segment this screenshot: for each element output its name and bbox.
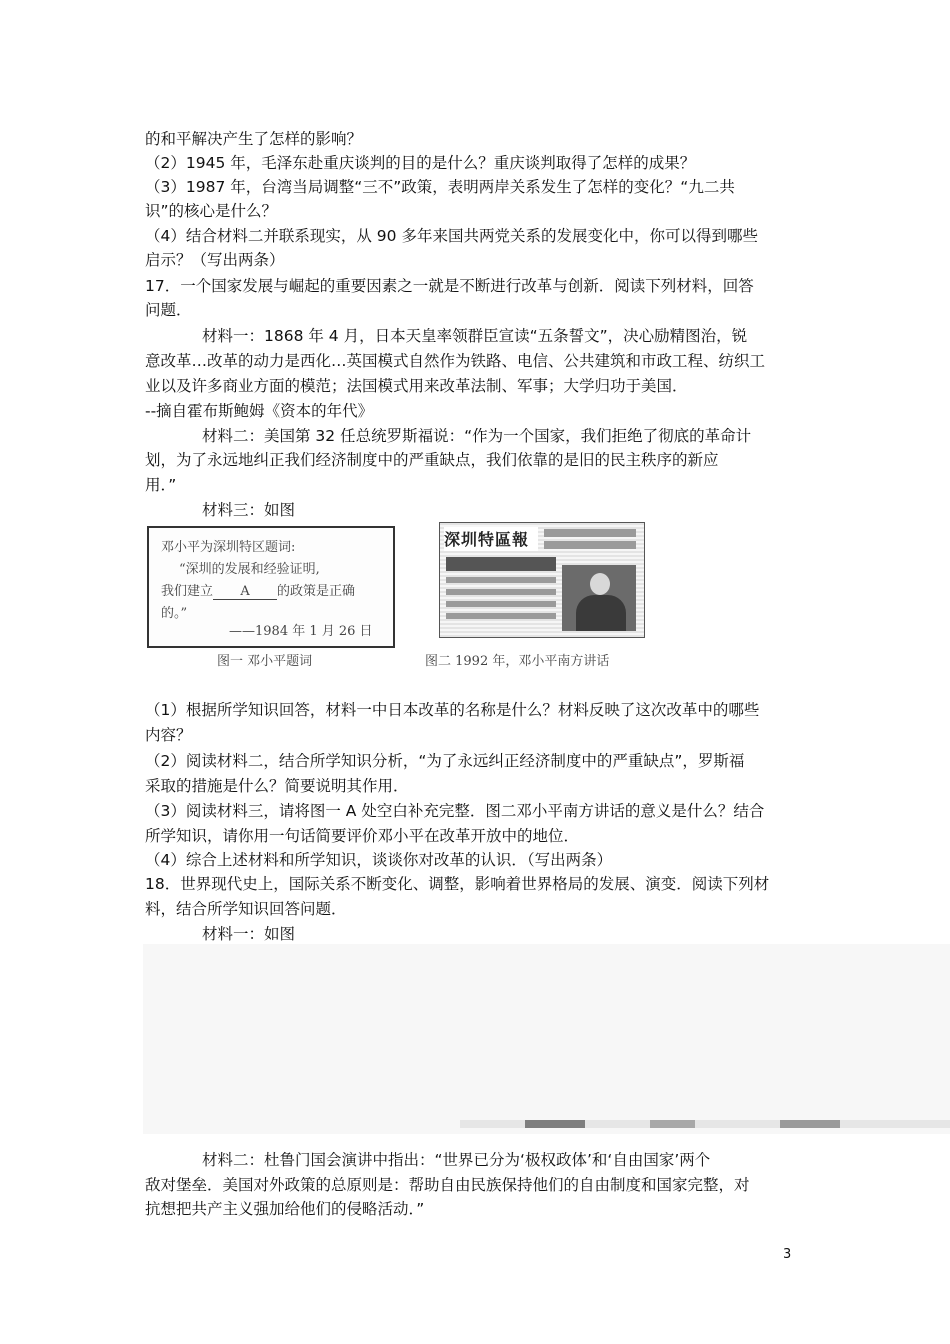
text-line: 的和平解决产生了怎样的影响？ (145, 130, 363, 148)
headline-block (544, 541, 636, 549)
sub-question-1: （1）根据所学知识回答，材料一中日本改革的名称是什么？材料反映了这次改革中的哪些 (145, 701, 760, 719)
text-line: 业以及许多商业方面的模范；法国模式用来改革法制、军事；大学归功于美国． (145, 377, 688, 395)
text-line: 识”的核心是什么？ (145, 202, 278, 220)
image-strip (780, 1120, 840, 1128)
photo-portrait-head (590, 573, 610, 595)
sub-question-2: （2）阅读材料二，结合所学知识分析，“为了永远纠正经济制度中的严重缺点”，罗斯福 (145, 752, 745, 770)
text-line: 划，为了永远地纠正我们经济制度中的严重缺点，我们依靠的是旧的民主秩序的新应 (145, 451, 719, 469)
blank-a: A (213, 584, 277, 600)
sub-question-3: （3）阅读材料三，请将图一 A 处空白补充完整．图二邓小平南方讲话的意义是什么？结合 (145, 802, 765, 820)
text-line: 内容？ (145, 726, 192, 744)
text-line: 所学知识，请你用一句话简要评价邓小平在改革开放中的地位． (145, 827, 580, 845)
inscription-date: ——1984 年 1 月 26 日 (229, 624, 373, 639)
image-strip (650, 1120, 695, 1128)
figure-two-caption: 图二 1992 年，邓小平南方讲话 (425, 654, 610, 669)
text-column (446, 577, 556, 583)
text-line: （3）1987 年，台湾当局调整“三不”政策，表明两岸关系发生了怎样的变化？“九二共 (145, 178, 735, 196)
question-18: 18．世界现代史上，国际关系不断变化、调整，影响着世界格局的发展、演变．阅读下列材 (145, 875, 770, 893)
inscription-text: 的政策是正确 (277, 584, 356, 599)
figure-one-inscription (147, 526, 395, 648)
text-line: （4）结合材料二并联系现实，从 90 多年来国共两党关系的发展变化中，你可以得到哪些 (145, 227, 758, 245)
material-two-18: 材料二：杜鲁门国会演讲中指出：“世界已分为‘极权政体’和‘自由国家’两个 (202, 1151, 711, 1169)
question-17: 17．一个国家发展与崛起的重要因素之一就是不断进行改革与创新．阅读下列材料，回答 (145, 277, 754, 295)
headline-block (544, 529, 636, 537)
figure-two-newspaper (439, 522, 645, 638)
material-one-18: 材料一：如图 (202, 925, 296, 943)
material-one: 材料一：1868 年 4 月，日本天皇率领群臣宣读“五条誓文”，决心励精图治，锐 (202, 327, 748, 345)
page-number: 3 (783, 1247, 792, 1262)
text-line: 敌对堡垒．美国对外政策的总原则是：帮助自由民族保持他们的自由制度和国家完整，对 (145, 1176, 750, 1194)
source-citation: --摘自霍布斯鲍姆《资本的年代》 (145, 402, 374, 420)
inscription-line: “深圳的发展和经验证明, (179, 562, 320, 577)
text-line: 问题． (145, 301, 192, 319)
headline-block (446, 557, 556, 571)
photo-portrait-body (576, 595, 626, 631)
newspaper-masthead: 深圳特區報 (444, 527, 538, 551)
newspaper-photo (562, 565, 636, 631)
text-line: 启示？（写出两条） (145, 251, 285, 269)
text-line: 料，结合所学知识回答问题． (145, 900, 347, 918)
figure-row (145, 520, 645, 672)
inscription-line: 邓小平为深圳特区题词: (161, 540, 296, 555)
text-line: 意改革…改革的动力是西化…英国模式自然作为铁路、电信、公共建筑和市政工程、纺织工 (145, 352, 766, 370)
material-three: 材料三：如图 (202, 501, 296, 519)
sub-question-4: （4）综合上述材料和所学知识，谈谈你对改革的认识．（写出两条） (145, 851, 613, 869)
figure-one-caption: 图一 邓小平题词 (217, 654, 313, 669)
text-column (446, 601, 556, 607)
inscription-line (161, 580, 355, 600)
text-column (446, 589, 556, 595)
inscription-text: 我们建立 (161, 584, 214, 599)
text-line: 抗想把共产主义强加给他们的侵略活动．” (145, 1200, 425, 1218)
material-two: 材料二：美国第 32 任总统罗斯福说：“作为一个国家，我们拒绝了彻底的革命计 (202, 427, 752, 445)
text-line: （2）1945 年，毛泽东赴重庆谈判的目的是什么？重庆谈判取得了怎样的成果？ (145, 154, 696, 172)
inscription-line: 的。” (161, 606, 188, 621)
material-image (143, 944, 950, 1134)
text-column (446, 613, 556, 619)
image-strip (525, 1120, 585, 1128)
text-line: 用．” (145, 476, 177, 494)
text-line: 采取的措施是什么？简要说明其作用． (145, 777, 409, 795)
